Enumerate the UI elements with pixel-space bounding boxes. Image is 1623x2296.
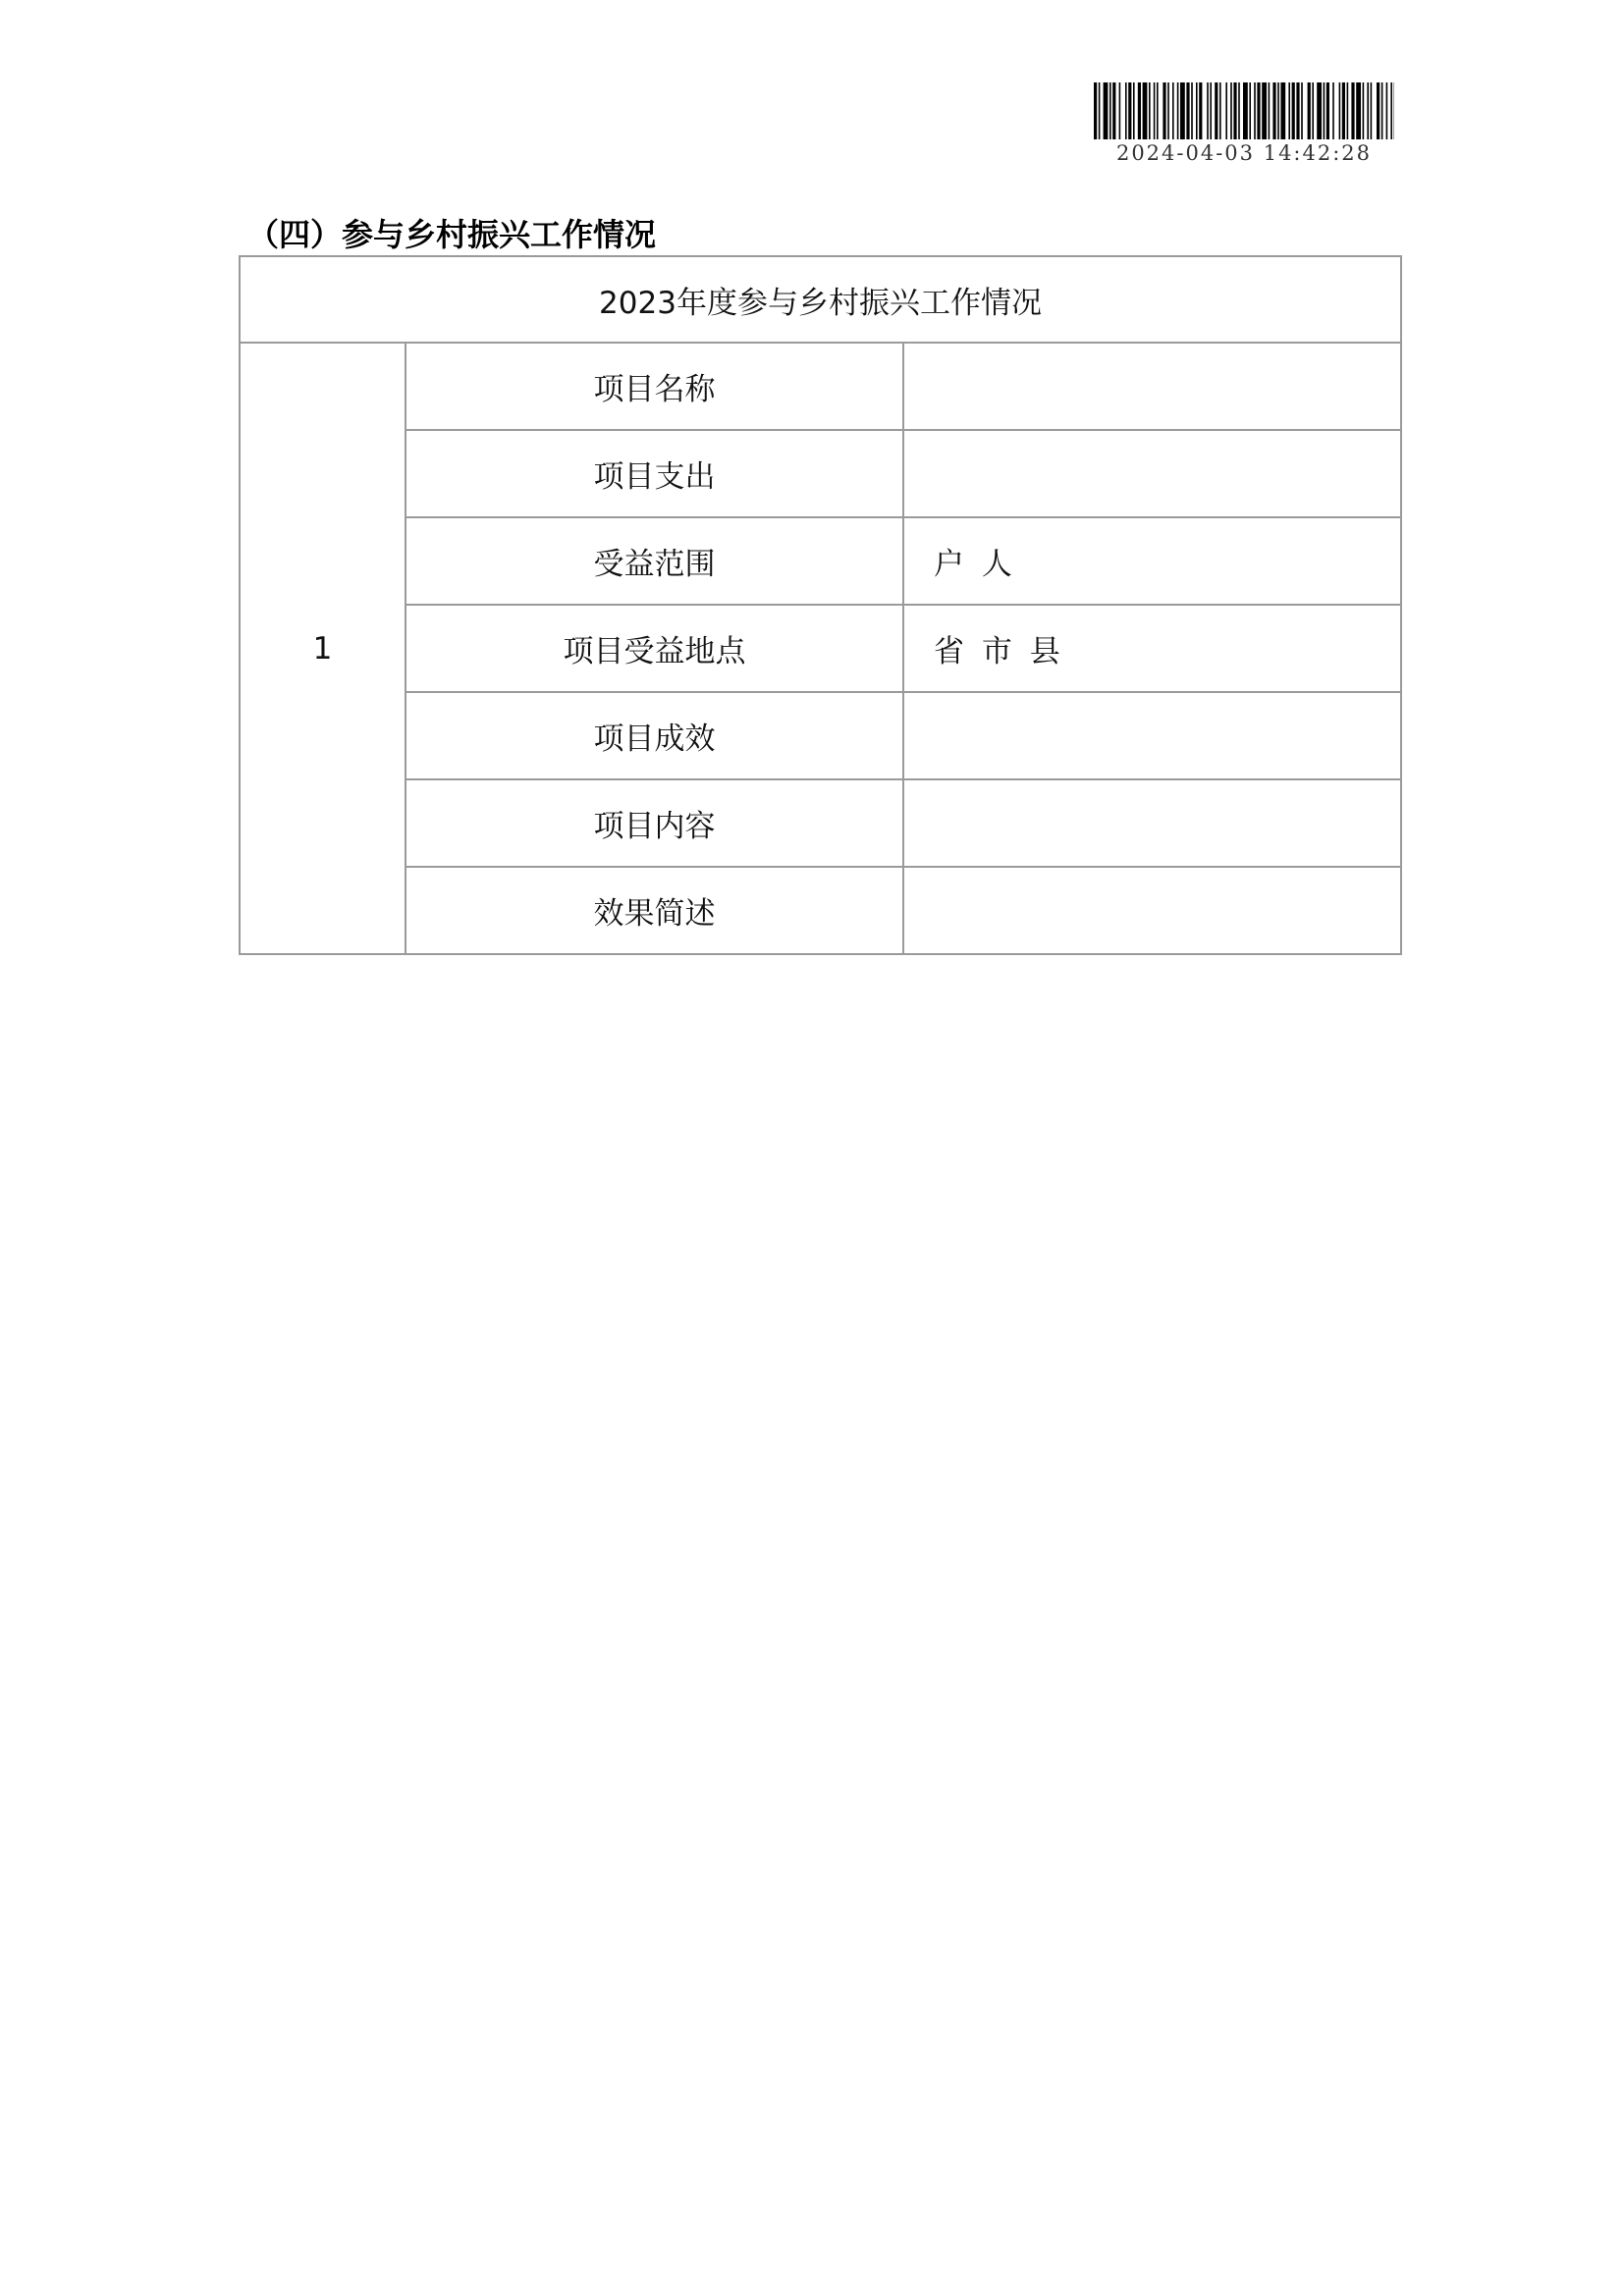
row-value xyxy=(903,430,1401,517)
table-row xyxy=(240,779,1401,867)
row-value xyxy=(903,779,1401,867)
table-row xyxy=(240,517,1401,605)
row-label: 项目受益地点 xyxy=(406,605,903,692)
row-value xyxy=(903,867,1401,954)
row-label: 项目成效 xyxy=(406,692,903,779)
table-row xyxy=(240,867,1401,954)
section-title: （四）参与乡村振兴工作情况 xyxy=(247,216,657,253)
table-row xyxy=(240,605,1401,692)
row-label: 项目支出 xyxy=(406,430,903,517)
row-index: 1 xyxy=(240,343,406,954)
row-label: 项目名称 xyxy=(406,343,903,430)
barcode-timestamp: 2024-04-03 14:42:28 xyxy=(1115,141,1373,165)
row-value xyxy=(903,692,1401,779)
row-value: 户 人 xyxy=(903,517,1401,605)
table-row xyxy=(240,430,1401,517)
row-label: 受益范围 xyxy=(406,517,903,605)
barcode-image xyxy=(1094,82,1394,139)
table-row xyxy=(240,692,1401,779)
table-header: 2023年度参与乡村振兴工作情况 xyxy=(240,256,1401,343)
rural-revitalization-table xyxy=(239,255,1402,955)
row-label: 效果简述 xyxy=(406,867,903,954)
row-value xyxy=(903,343,1401,430)
row-label: 项目内容 xyxy=(406,779,903,867)
row-value: 省 市 县 xyxy=(903,605,1401,692)
table-row xyxy=(240,343,1401,430)
